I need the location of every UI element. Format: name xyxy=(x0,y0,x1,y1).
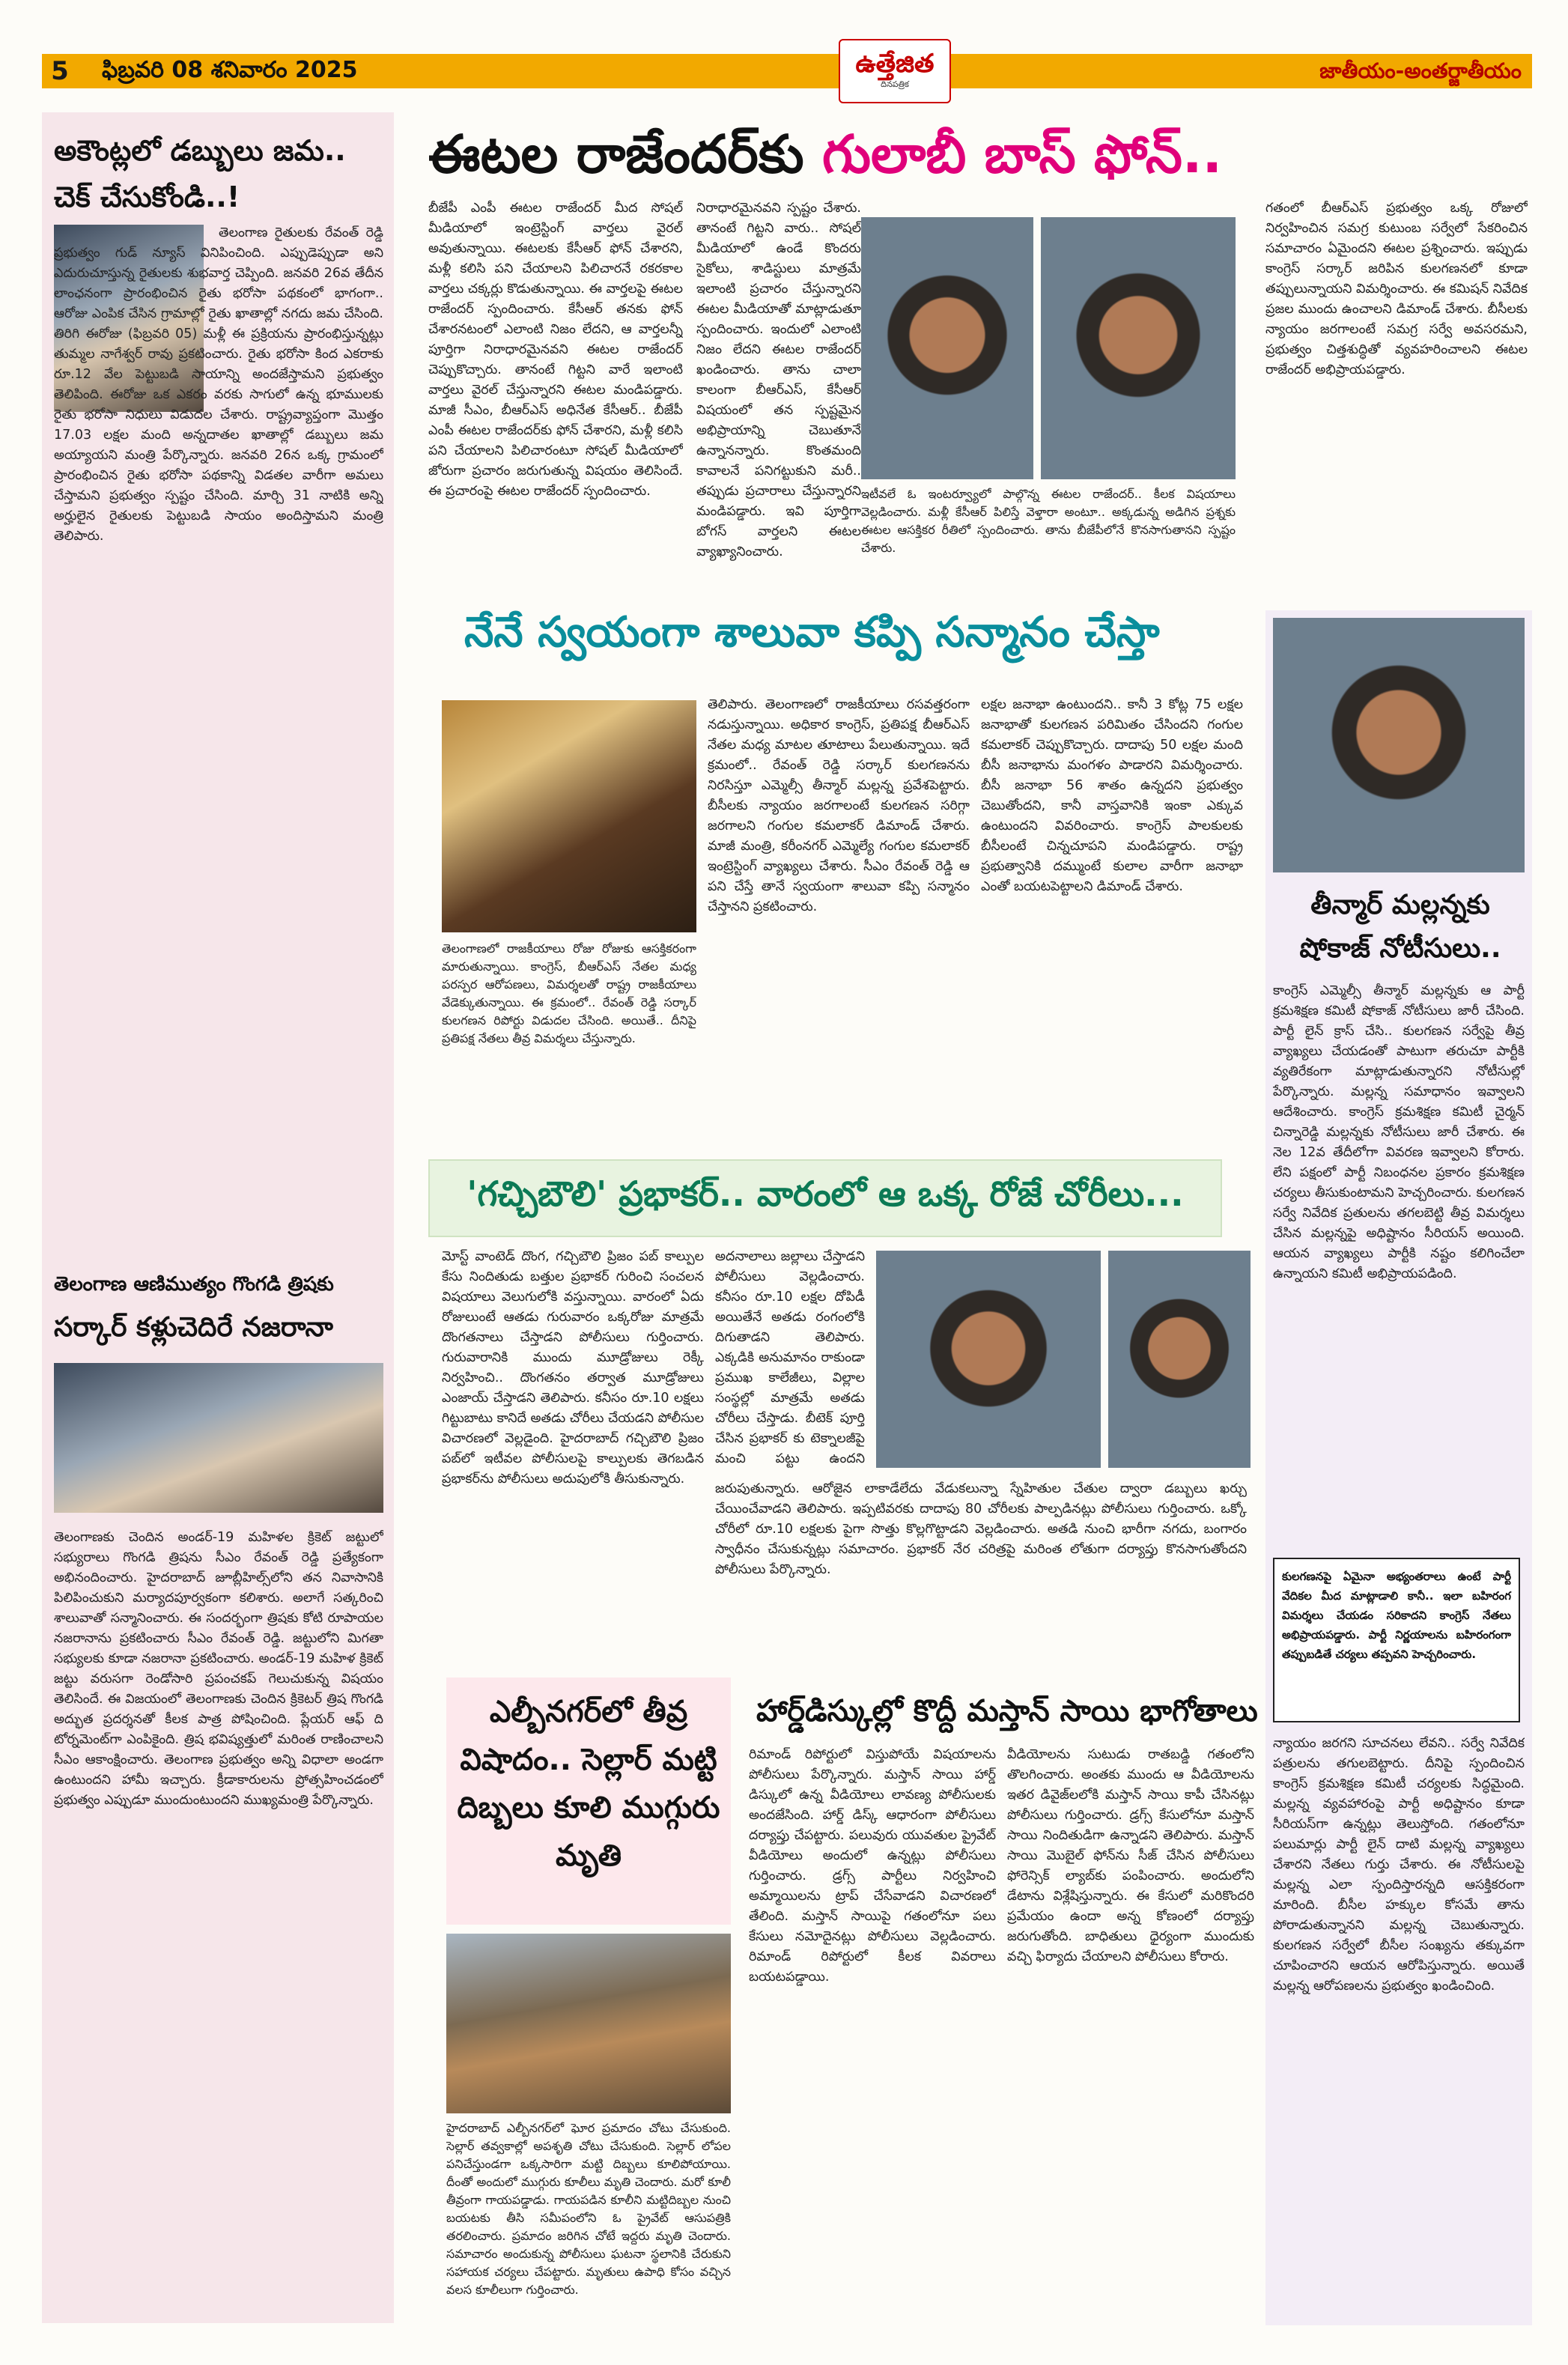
main-article-col-2: నిరాధారమైనవని స్పష్టం చేశారు. తానంటే గిట్టని వారు.. సోషల్ మీడియాలో ఉండే కొందరు సైకోలు, శాడిస్టులు మాత్రమే ఇలాంటి ప్రచారం చేస్తున్నారని ఈటల మీడియాతో మాట్లాడుతూ స్పందించారు. ఇందులో ఎలాంటి నిజం లేదని ఈటల రాజేందర్ ఖండించారు. తాను చాలా కాలంగా బీఆర్ఎస్, కేసీఆర్ విషయంలో తన స్పష్టమైన అభిప్రాయాన్ని చెబుతూనే ఉన్నానన్నారు. కొంతమంది కావాలనే పనిగట్టుకుని మరీ.. తప్పుడు ప్రచారాలు చేస్తున్నారని మండిపడ్డారు. ఇవి పూర్తిగా బోగస్ వార్తలని ఈటల వ్యాఖ్యానించారు. xyxy=(696,201,861,559)
fourth-headline: ఎల్బీనగర్‌లో తీవ్ర విషాదం.. సెల్లార్ మట్టి దిబ్బలు కూలి ముగ్గురు మృతి xyxy=(457,1695,720,1873)
page-number: 5 xyxy=(42,54,78,88)
kcr-photo xyxy=(1041,217,1236,479)
sidebar-article-body: తెలంగాణ రైతులకు రేవంత్ రెడ్డి ప్రభుత్వం గుడ్ న్యూస్ వినిపించింది. ఎప్పుడెప్పుడా అని ఎదురుచూస్తున్న రైతులకు శుభవార్త చెప్పింది. జనవరి 26వ తేదీన లాంఛనంగా ప్రారంభించిన రైతు భరోసా పథకంలో భాగంగా.. ఆరోజు ఎంపిక చేసిన గ్రామాల్లో రైతు ఖాతాల్లో నగదు జమ చేసింది. తిరిగి ఈరోజు (ఫిబ్రవరి 05) మళ్లీ ఈ ప్రక్రియను ప్రారంభిస్తున్నట్లు తుమ్మల నాగేశ్వర్ రావు ప్రకటించారు. రైతు భరోసా కింద ఎకరాకు రూ.12 వేల పెట్టుబడి సాయాన్ని అందజేస్తామని ప్రభుత్వం తెలిపింది. ఈరోజు ఒక ఎకరం వరకు సాగులో ఉన్న భూములకు రైతు భరోసా నిధులు విడుదల చేశారు. రాష్ట్రవ్యాప్తంగా మొత్తం 17.03 లక్షల మంది అన్నదాతల ఖాతాల్లో డబ్బులు జమ అయ్యాయని మంత్రి పేర్కొన్నారు. జనవరి 26న ఒక్క గ్రామంలో ప్రారంభించిన రైతు భరోసా పథకాన్ని విడతల వారీగా అమలు చేస్తామని ప్రభుత్వం స్పష్టం చేసింది. మార్చి 31 నాటికి అన్ని అర్హులైన రైతులకు పెట్టుబడి సాయం అందిస్తామని మంత్రి తెలిపారు. xyxy=(54,225,383,544)
right-article-body-2: న్యాయం జరగని సూచనలు లేవని.. సర్వే నివేదిక పత్రులను తగులబెట్టారు. దీనిపై స్పందించిన కాంగ్రెస్ క్రమశిక్షణ కమిటీ చర్యలకు సిద్ధమైంది. మల్లన్న వ్యవహారంపై పార్టీ అధిష్టానం కూడా సీరియస్‌గా ఉన్నట్లు తెలుస్తోంది. గతంలోనూ పలుమార్లు పార్టీ లైన్ దాటి మల్లన్న వ్యాఖ్యలు చేశారని నేతలు గుర్తు చేశారు. ఈ నోటీసులపై మల్లన్న ఎలా స్పందిస్తారన్నది ఆసక్తికరంగా మారింది. బీసీల హక్కుల కోసమే తాను పోరాడుతున్నానని మల్లన్న చెబుతున్నారు. కులగణన సర్వేలో బీసీల సంఖ్యను తక్కువగా చూపించారని ఆయన ఆరోపిస్తున్నారు. అయితే మల్లన్న ఆరోపణలను ప్రభుత్వం ఖండించింది. xyxy=(1273,1736,1525,1994)
gangula-photo xyxy=(442,700,696,932)
fourth-article-body: హైదరాబాద్ ఎల్బీనగర్‌లో ఘోర ప్రమాదం చోటు చేసుకుంది. సెల్లార్ తవ్వకాల్లో అపశృతి చోటు చేసుకుంది. సెల్లార్ లోపల పనిచేస్తుండగా ఒక్కసారిగా మట్టి దిబ్బలు కూలిపోయాయి. దీంతో అందులో ముగ్గురు కూలీలు మృతి చెందారు. మరో కూలీ తీవ్రంగా గాయపడ్డాడు. గాయపడిన కూలీని మట్టిదిబ్బల నుంచి బయటకు తీసి సమీపంలోని ఓ ప్రైవేట్ ఆసుపత్రికి తరలించారు. ప్రమాదం జరిగిన చోటే ఇద్దరు మృతి చెందారు. సమాచారం అందుకున్న పోలీసులు ఘటనా స్థలానికి చేరుకుని సహాయక చర్యలు చేపట్టారు. మృతులు ఉపాధి కోసం వచ్చిన వలస కూలీలుగా గుర్తించారు. xyxy=(446,2121,731,2297)
sidebar-headline: అకౌంట్లలో డబ్బులు జమ.. చెక్ చేసుకోండి..! xyxy=(54,134,346,213)
third-article-col-3: జరుపుతున్నారు. ఆరోజైన లాకాడేలేదు వేడుకలున్నా స్నేహితుల చేతుల ద్వారా డబ్బులు ఖర్చు చేయించేవాడని తెలిపారు. ఇప్పటివరకు దాదాపు 80 చోరీలకు పాల్పడినట్లు పోలీసులు గుర్తించారు. ఒక్కో చోరీలో రూ.10 లక్షలకు పైగా సొత్తు కొల్లగొట్టాడని వెల్లడించారు. అతడి నుంచి భారీగా నగదు, బంగారం స్వాధీనం చేసుకున్నట్లు సమాచారం. ప్రభాకర్ నేర చరిత్రపై మరింత లోతుగా దర్యాప్తు కొనసాగుతోందని పోలీసులు పేర్కొన్నారు. xyxy=(715,1481,1247,1577)
sidebar-article-body-2: తెలంగాణకు చెందిన అండర్-19 మహిళల క్రికెట్ జట్టులో సభ్యురాలు గొంగడి త్రిషను సీఎం రేవంత్ రెడ్డి ప్రత్యేకంగా అభినందించారు. హైదరాబాద్ జూబ్లీహిల్స్‌లోని తన నివాసానికి పిలిపించుకుని మర్యాదపూర్వకంగా కలిశారు. అలాగే సత్కరించి శాలువాతో సన్మానించారు. ఈ సందర్భంగా త్రిషకు కోటి రూపాయల నజరానాను ప్రకటించారు సీఎం రేవంత్ రెడ్డి. జట్టులోని మిగతా సభ్యులకు కూడా నజరానా ప్రకటించారు. అండర్-19 మహిళ క్రికెట్ జట్టు వరుసగా రెండోసారి ప్రపంచకప్ గెలుచుకున్న విషయం తెలిసిందే. ఈ విజయంలో తెలంగాణకు చెందిన క్రికెటర్ త్రిష గొంగడి అద్భుత ప్రదర్శనతో కీలక పాత్ర పోషించింది. ప్లేయర్ ఆఫ్ ది టోర్నమెంట్‌గా ఎంపికైంది. త్రిష భవిష్యత్తులో మరింత రాణించాలని సీఎం ఆకాంక్షించారు. తెలంగాణ ప్రభుత్వం అన్ని విధాలా అండగా ఉంటుందని హామీ ఇచ్చారు. క్రీడాకారులను ప్రోత్సహించడంలో ప్రభుత్వం ఎప్పుడూ ముందుంటుందని ముఖ్యమంత్రి పేర్కొన్నారు. xyxy=(54,1530,383,1808)
sidebar-headline-2: సర్కార్ కళ్లుచెదిరే నజరానా xyxy=(54,1312,333,1343)
logo-text: ఉత్తేజిత xyxy=(855,49,935,79)
masthead xyxy=(42,39,1532,108)
third-article-col-2: అదనాలాలు జల్లాలు చేస్తాడని పోలీసులు వెల్లడించారు. కనీసం రూ.10 లక్షల దోపిడీ అయితేనే అతడు రంగంలోకి దిగుతాడని తెలిపారు. ఎక్కడికి అనుమానం రాకుండా ప్రముఖ కాలేజీలు, విల్లాల సంస్థల్లో మాత్రమే అతడు చోరీలు చేస్తాడు. బీటెక్ పూర్తి చేసిన ప్రభాకర్ కు టెక్నాలజీపై మంచి పట్టు ఉందని xyxy=(715,1249,865,1466)
trisha-photo xyxy=(54,1363,383,1513)
second-headline: నేనే స్వయంగా శాలువా కప్పి సన్మానం చేస్తా xyxy=(464,608,1160,657)
third-article-col-1: మోస్ట్ వాంటెడ్ దొంగ, గచ్చిబౌలి ప్రిజం పబ్ కాల్పుల కేసు నిందితుడు బత్తుల ప్రభాకర్ గురించి సంచలన విషయాలు వెలుగులోకి వస్తున్నాయి. వారంలో ఏదు రోజులుంటే ఆతడు గురువారం ఒక్కరోజు మాత్రమే దొంగతనాలు చేస్తాడని పోలీసులు గుర్తించారు. గురువారానికి ముందు మూడ్రోజులు రెక్కీ నిర్వహించి.. దొంగతనం తర్వాత మూడ్రోజులు ఎంజాయ్ చేస్తాడని తెలిపారు. కనీసం రూ.10 లక్షలు గిట్టుబాటు కానిదే అతడు చోరీలు చేయడని పోలీసుల విచారణలో వెల్లడైంది. హైదరాబాద్ గచ్చిబౌలి ప్రిజం పబ్‌లో ఇటీవల పోలీసులపై కాల్పులకు తెగబడిన ప్రభాకర్‌ను పోలీసులు అదుపులోకి తీసుకున్నారు. xyxy=(442,1249,704,1487)
prabhakar-photo-2 xyxy=(1108,1251,1251,1468)
main-headline xyxy=(428,124,1507,198)
fifth-article-col-2: వీడియోలను సుటుడు రాతబడ్డి గతంలోని తొలగించారు. అంతకు ముందు ఆ వీడియోలను ఇతర డివైజ్‌లలోకి మస్తాన్ సాయి కాపీ చేసినట్లు పోలీసులు గుర్తించారు. డ్రగ్స్ కేసులోనూ మస్తాన్ సాయి నిందితుడిగా ఉన్నాడని తెలిపారు. మస్తాన్ సాయి మొబైల్ ఫోన్‌ను సీజ్ చేసిన పోలీసులు ఫోరెన్సిక్ ల్యాబ్‌కు పంపించారు. అందులోని డేటాను విశ్లేషిస్తున్నారు. ఈ కేసులో మరికొందరి ప్రమేయం ఉందా అన్న కోణంలో దర్యాప్తు జరుగుతోంది. బాధితులు ధైర్యంగా ముందుకు వచ్చి ఫిర్యాదు చేయాలని పోలీసులు కోరారు. xyxy=(1007,1747,1254,1964)
etela-photo xyxy=(861,217,1033,479)
fifth-article-col-1: రిమాండ్ రిపోర్టులో విస్తుపోయే విషయాలను పోలీసులు పేర్కొన్నారు. మస్తాన్ సాయి హార్డ్ డిస్కులో ఉన్న వీడియోలు లావణ్య పోలీసులకు అందజేసింది. హార్డ్ డిస్క్ ఆధారంగా పోలీసులు దర్యాప్తు చేపట్టారు. పలువురు యువతుల ప్రైవేట్ వీడియోలు అందులో ఉన్నట్లు పోలీసులు గుర్తించారు. డ్రగ్స్ పార్టీలు నిర్వహించి అమ్మాయిలను ట్రాప్ చేసేవాడని విచారణలో తేలింది. మస్తాన్ సాయిపై గతంలోనూ పలు కేసులు నమోదైనట్లు పోలీసులు వెల్లడించారు. రిమాండ్ రిపోర్టులో కీలక వివరాలు బయటపడ్డాయి. xyxy=(749,1747,996,1985)
main-article-col-1: బీజేపీ ఎంపీ ఈటల రాజేందర్ మీద సోషల్ మీడియాలో ఇంట్రెస్టింగ్ వార్తలు వైరల్ అవుతున్నాయి. ఈటలకు కేసీఆర్ ఫోన్ చేశారని, మళ్లీ కలిసి పని చేయాలని పిలిచారనే రకరకాల వార్తలు చక్కర్లు కొడుతున్నాయి. ఈ వార్తలపై ఈటల రాజేందర్ స్పందించారు. కేసీఆర్ తనకు ఫోన్ చేశారనటంలో ఎలాంటి నిజం లేదని, ఆ వార్తలన్నీ పూర్తిగా నిరాధారమైనవని ఈటల రాజేందర్ చెప్పుకొచ్చారు. తానంటే గిట్టని వారే ఇలాంటి వార్తలు వైరల్ చేస్తున్నారని ఈటల మండిపడ్డారు. మాజీ సీఎం, బీఆర్ఎస్ అధినేత కేసీఆర్.. బీజేపీ ఎంపీ ఈటల రాజేందర్‌కు ఫోన్ చేశారని, మళ్లీ కలిసి పని చేయాలని పిలిచారంటూ సోషల్ మీడియాలో జోరుగా ప్రచారం జరుగుతున్న విషయం తెలిసిందే. ఈ ప్రచారంపై ఈటల రాజేందర్ స్పందించారు. xyxy=(428,201,683,499)
mallanna-photo xyxy=(1273,618,1525,872)
fifth-headline: హార్డ్‌డిస్కుల్లో కొద్దీ మస్తాన్ సాయి భాగోతాలు xyxy=(756,1694,1258,1728)
second-article-col-1: తెలిపారు. తెలంగాణలో రాజకీయాలు రసవత్తరంగా నడుస్తున్నాయి. అధికార కాంగ్రెస్, ప్రతిపక్ష బీఆర్ఎస్ నేతల మధ్య మాటల తూటాలు పేలుతున్నాయి. ఇదే క్రమంలో.. రేవంత్ రెడ్డి సర్కార్ కులగణనను నిరసిస్తూ ఎమ్మెల్సీ తీన్మార్ మల్లన్న ప్రవేశపెట్టారు. బీసీలకు న్యాయం జరగాలంటే కులగణన సరిగ్గా జరగాలని గంగుల కమలాకర్ డిమాండ్ చేశారు. మాజీ మంత్రి, కరీంనగర్ ఎమ్మెల్యే గంగుల కమలాకర్ ఇంట్రెస్టింగ్ వ్యాఖ్యలు చేశారు. సీఎం రేవంత్ రెడ్డి ఆ పని చేస్తే తానే స్వయంగా శాలువా కప్పి సన్మానం చేస్తానని ప్రకటించారు. xyxy=(708,697,970,914)
right-article-body: కాంగ్రెస్ ఎమ్మెల్సీ తీన్మార్ మల్లన్నకు ఆ పార్టీ క్రమశిక్షణ కమిటీ షోకాజ్ నోటీసులు జారీ చేసింది. పార్టీ లైన్ క్రాస్ చేసి.. కులగణన సర్వేపై తీవ్ర వ్యాఖ్యలు చేయడంతో పాటుగా తరుచూ పార్టీకి వ్యతిరేకంగా మాట్లాడుతున్నారని నోటీసుల్లో పేర్కొన్నారు. మల్లన్న సమాధానం ఇవ్వాలని ఆదేశించారు. కాంగ్రెస్ క్రమశిక్షణ కమిటీ చైర్మన్ చిన్నారెడ్డి మల్లన్నకు నోటీసులు జారీ చేశారు. ఈ నెల 12వ తేదీలోగా వివరణ ఇవ్వాలని కోరారు. లేని పక్షంలో పార్టీ నిబంధనల ప్రకారం క్రమశిక్షణ చర్యలు తీసుకుంటామని హెచ్చరించారు. కులగణన సర్వే నివేదిక ప్రతులను తగలబెట్టి తీవ్ర విమర్శలు చేసిన మల్లన్నపై అధిష్టానం సీరియస్ అయింది. ఆయన వ్యాఖ్యలు పార్టీకి నష్టం కలిగించేలా ఉన్నాయని కమిటీ అభిప్రాయపడింది. xyxy=(1273,983,1525,1281)
prabhakar-photo-1 xyxy=(876,1251,1101,1468)
newspaper-logo xyxy=(839,39,951,103)
main-headline-pink: గులాబీ బాస్ ఫోన్.. xyxy=(821,124,1223,185)
third-headline: 'గచ్చిబౌలి' ప్రభాకర్.. వారంలో ఆ ఒక్క రోజే చోరీలు... xyxy=(428,1159,1222,1237)
second-photo-caption: తెలంగాణలో రాజకీయాలు రోజు రోజుకు ఆసక్తికరంగా మారుతున్నాయి. కాంగ్రెస్, బీఆర్ఎస్ నేతల మధ్య పరస్పర ఆరోపణలు, విమర్శలతో రాష్ట్ర రాజకీయాలు వేడెక్కుతున్నాయి. ఈ క్రమంలో.. రేవంత్ రెడ్డి సర్కార్ కులగణన రిపోర్టు విడుదల చేసింది. అయితే.. దీనిపై ప్రతిపక్ష నేతలు తీవ్ర విమర్శలు చేస్తున్నారు. xyxy=(442,941,696,1045)
section-name: జాతీయం-అంతర్జాతీయం xyxy=(1319,58,1522,83)
logo-subtitle: దినపత్రిక xyxy=(881,79,909,89)
right-callout-box: కులగణనపై ఏమైనా అభ్యంతరాలు ఉంటే పార్టీ వేదికల మీద మాట్లాడాలి కానీ.. ఇలా బహిరంగ విమర్శలు చేయడం సరికాదని కాంగ్రెస్ నేతలు అభిప్రాయపడ్డారు. పార్టీ నిర్ణయాలను బహిరంగంగా తప్పుబడితే చర్యలు తప్పవని హెచ్చరించారు. xyxy=(1273,1558,1520,1722)
main-photo-caption: ఇటీవలే ఓ ఇంటర్వ్యూలో పాల్గొన్న ఈటల రాజేందర్.. కీలక విషయాలు వెల్లడించారు. మళ్లీ కేసీఆర్ పిలిస్తే వెళ్తారా అంటూ.. అక్కడున్న అడిగిన ప్రశ్నకు ఈటల ఆసక్తికర రీతిలో స్పందించారు. తాను బీజేపీలోనే కొనసాగుతానని స్పష్టం చేశారు. xyxy=(861,487,1236,555)
second-article-col-2: లక్షల జనాభా ఉంటుందని.. కానీ 3 కోట్ల 75 లక్షల జనాభాతో కులగణన పరిమితం చేసిందని గంగుల కమలాకర్ చెప్పుకొచ్చారు. దాదాపు 50 లక్షల మంది బీసీ జనాభాను మంగళం పాడారని విమర్శించారు. బీసీ జనాభా 56 శాతం ఉన్నదని ప్రభుత్వం చెబుతోందని, కానీ వాస్తవానికి ఇంకా ఎక్కువ ఉంటుందని వివరించారు. కాంగ్రెస్ పాలకులకు బీసీలంటే చిన్నచూపని మండిపడ్డారు. రాష్ట్ర ప్రభుత్వానికి దమ్ముంటే కులాల వారీగా జనాభా ఎంతో బయటపెట్టాలని డిమాండ్ చేశారు. xyxy=(981,697,1243,894)
main-article-col-4: గతంలో బీఆర్ఎస్ ప్రభుత్వం ఒక్క రోజులో నిర్వహించిన సమగ్ర కుటుంబ సర్వేలో సేకరించిన సమాచారం ఏమైందని ఈటల ప్రశ్నించారు. ఇప్పుడు కాంగ్రెస్ సర్కార్ జరిపిన కులగణనలో కూడా తప్పులున్నాయని విమర్శించారు. ఈ కమిషన్ నివేదిక ప్రజల ముందు ఉంచాలని డిమాండ్ చేశారు. బీసీలకు న్యాయం జరగాలంటే సమగ్ర సర్వే అవసరమని, ప్రభుత్వం చిత్తశుద్ధితో వ్యవహరించాలని ఈటల రాజేందర్ అభిప్రాయపడ్డారు. xyxy=(1265,201,1528,377)
issue-date: ఫిబ్రవరి 08 శనివారం 2025 xyxy=(102,57,358,83)
sidebar-kicker: తెలంగాణ ఆణిముత్యం గొంగడి త్రిషకు xyxy=(54,1273,334,1296)
main-headline-black: ఈటల రాజేందర్‌కు xyxy=(428,124,822,185)
right-headline: తీన్మార్ మల్లన్నకు షోకాజ్ నోటీసులు.. xyxy=(1299,890,1501,964)
lb-nagar-site-photo xyxy=(446,1934,731,2113)
